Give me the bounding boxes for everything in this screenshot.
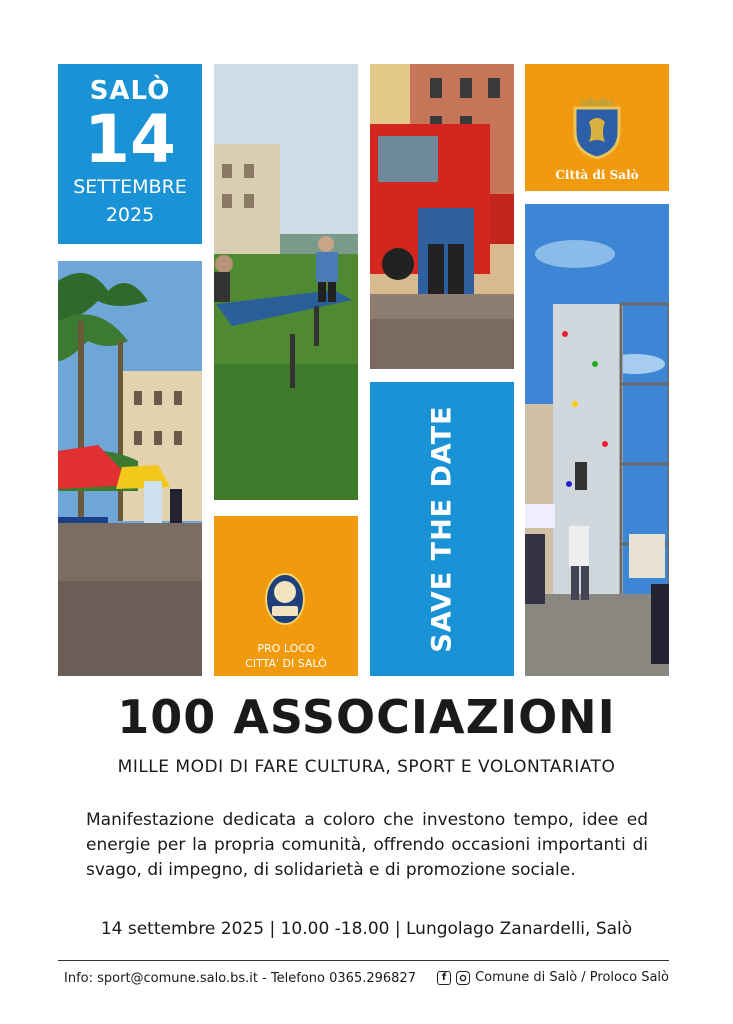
city-crest-icon (569, 92, 625, 160)
social-handles[interactable]: Comune di Salò / Proloco Salò (475, 970, 669, 985)
event-year: 2025 (105, 204, 155, 226)
event-description (86, 808, 648, 883)
footer-divider (58, 960, 669, 961)
save-the-date-tile (370, 382, 514, 676)
proloco-line-1: PRO LOCO (257, 642, 315, 655)
city-label: Città di Salò (555, 168, 639, 182)
event-subtitle: MILLE MODI DI FARE CULTURA, SPORT E VOLONTARIATO (117, 757, 616, 777)
date-tile (58, 64, 202, 244)
proloco-logo-icon (264, 572, 306, 626)
event-month: SETTEMBRE (73, 176, 187, 198)
photo-climbing-wall (525, 204, 669, 676)
event-title: 100 ASSOCIAZIONI (117, 690, 616, 744)
photo-ping-pong (214, 64, 358, 500)
event-day: 14 (84, 101, 176, 178)
description-text: Manifestazione dedicata a coloro che investono tempo, idee ed energie per la propria comunità, offrendo occasioni importanti di svago, di impegno, di solidarietà e di promozione sociale. (86, 810, 648, 880)
photo-lakefront-stands (58, 261, 202, 676)
photo-fire-truck (370, 64, 514, 369)
proloco-line-2: CITTA' DI SALÒ (245, 657, 327, 670)
event-when-where: 14 settembre 2025 | 10.00 -18.00 | Lungolago Zanardelli, Salò (100, 919, 633, 939)
instagram-icon[interactable] (456, 971, 470, 985)
save-the-date-text: SAVE THE DATE (426, 405, 458, 653)
footer-social (437, 970, 669, 985)
proloco-tile (214, 516, 358, 676)
facebook-icon[interactable]: f (437, 971, 451, 985)
footer-contact-info: Info: sport@comune.salo.bs.it - Telefono 0365.296827 (64, 971, 416, 986)
city-name: SALÒ (89, 76, 171, 106)
city-crest-tile (525, 64, 669, 191)
